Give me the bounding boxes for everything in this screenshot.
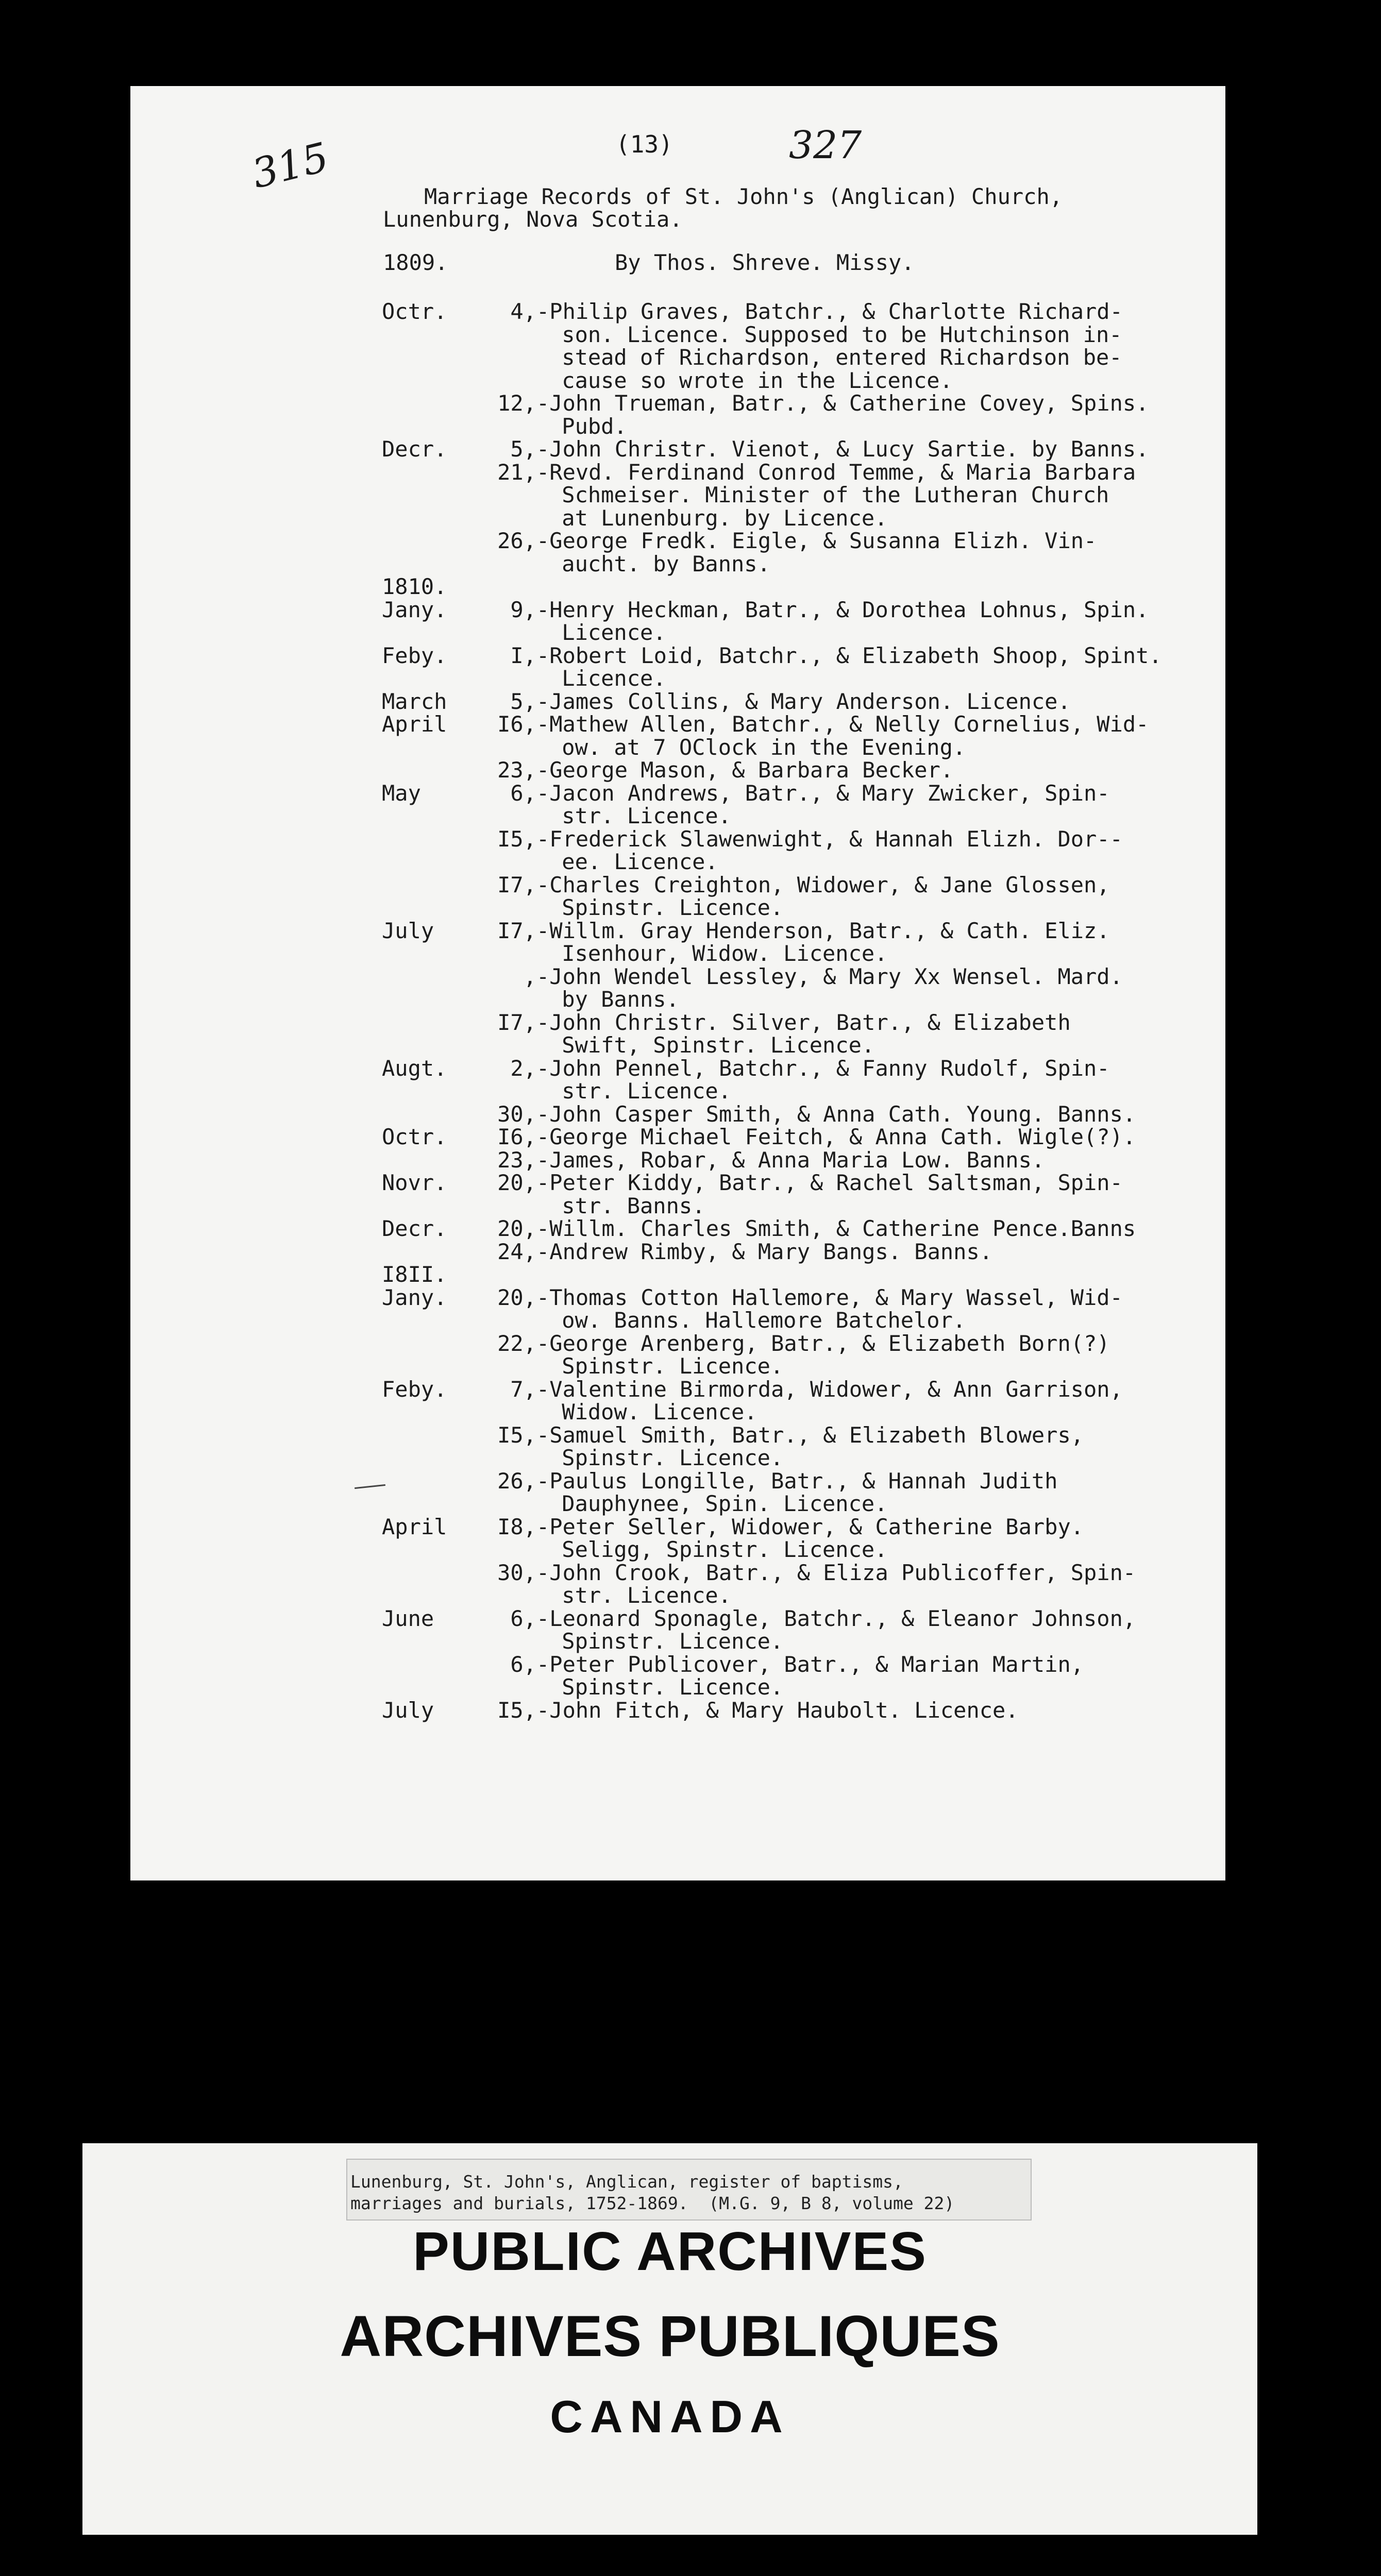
record-text: -George Fredk. Eigle, & Susanna Elizh. Vin-: [536, 528, 1097, 553]
record-text: str. Licence.: [549, 803, 732, 828]
record-text: Spinstr. Licence.: [549, 1445, 784, 1470]
record-text: Isenhour, Widow. Licence.: [549, 941, 888, 966]
record-day: 20,: [497, 1170, 536, 1195]
record-text: Pubd.: [549, 413, 627, 439]
year-heading: 1809.: [383, 250, 448, 275]
record-day: 7,: [510, 1376, 536, 1402]
record-day: 30,: [497, 1101, 536, 1127]
record-text: -Valentine Birmorda, Widower, & Ann Garrison,: [536, 1376, 1123, 1402]
record-month: July: [382, 918, 434, 943]
record-day: 5,: [510, 436, 536, 462]
record-month: Octr.: [382, 1124, 447, 1149]
collection-label: [346, 2159, 1032, 2221]
record-text: -James Collins, & Mary Anderson. Licence.: [536, 688, 1071, 714]
page-number-handwritten: 327: [789, 123, 862, 167]
record-text: Licence.: [549, 620, 666, 645]
label-line2: marriages and burials, 1752-1869. (M.G. 9, B 8, volume 22): [350, 2193, 955, 2213]
record-month: Decr.: [382, 1216, 447, 1241]
record-day: I5,: [497, 1697, 536, 1723]
record-month: March: [382, 688, 447, 714]
record-text: Swift, Spinstr. Licence.: [549, 1032, 875, 1058]
record-text: aucht. by Banns.: [549, 551, 770, 577]
record-month: Jany.: [382, 1284, 447, 1310]
document-title-line2: Lunenburg, Nova Scotia.: [383, 207, 683, 232]
record-month: May: [382, 780, 421, 806]
record-text: -Jacon Andrews, Batr., & Mary Zwicker, Spin-: [536, 780, 1110, 806]
record-text: -Revd. Ferdinand Conrod Temme, & Maria Barbara: [536, 459, 1136, 485]
record-day: I6,: [497, 1124, 536, 1149]
record-day: I,: [510, 642, 536, 668]
record-day: 21,: [497, 459, 536, 485]
record-month: I8II.: [382, 1262, 447, 1287]
record-day: 2,: [510, 1055, 536, 1081]
record-month: 1810.: [382, 574, 447, 599]
document-page: [130, 86, 1225, 1880]
record-text: -John Trueman, Batr., & Catherine Covey, Spins.: [536, 391, 1149, 416]
record-day: 6,: [510, 780, 536, 806]
record-text: by Banns.: [549, 987, 679, 1012]
record-text: -John Wendel Lessley, & Mary Xx Wensel. Mard.: [536, 963, 1123, 989]
record-text: -George Mason, & Barbara Becker.: [536, 757, 954, 783]
record-text: -Willm. Gray Henderson, Batr., & Cath. Eliz.: [536, 918, 1110, 943]
record-text: -George Arenberg, Batr., & Elizabeth Born(?): [536, 1330, 1110, 1356]
record-text: -Thomas Cotton Hallemore, & Mary Wassel, Wid-: [536, 1284, 1123, 1310]
record-text: Spinstr. Licence.: [549, 1629, 784, 1654]
record-text: Dauphynee, Spin. Licence.: [549, 1491, 888, 1516]
label-line1: Lunenburg, St. John's, Anglican, register of baptisms,: [350, 2172, 903, 2192]
record-text: -John Fitch, & Mary Haubolt. Licence.: [536, 1697, 1019, 1723]
record-day: 20,: [497, 1216, 536, 1241]
record-text: cause so wrote in the Licence.: [549, 367, 953, 393]
record-month: Augt.: [382, 1055, 447, 1081]
record-text: -John Pennel, Batchr., & Fanny Rudolf, Spin-: [536, 1055, 1110, 1081]
record-day: 23,: [497, 1147, 536, 1173]
record-day: 20,: [497, 1284, 536, 1310]
record-text: ow. Banns. Hallemore Batchelor.: [549, 1308, 966, 1333]
record-text: Schmeiser. Minister of the Lutheran Church: [549, 482, 1109, 507]
record-text: -Charles Creighton, Widower, & Jane Glossen,: [536, 872, 1110, 897]
record-text: -Leonard Sponagle, Batchr., & Eleanor Johnson,: [536, 1605, 1136, 1631]
record-text: -Paulus Longille, Batr., & Hannah Judith: [536, 1468, 1058, 1494]
record-text: Spinstr. Licence.: [549, 1674, 784, 1700]
record-day: 5,: [510, 688, 536, 714]
record-text: str. Banns.: [549, 1193, 705, 1218]
archives-card: [82, 2143, 1257, 2535]
record-text: -Peter Seller, Widower, & Catherine Barby.: [536, 1514, 1084, 1539]
record-text: str. Licence.: [549, 1078, 732, 1104]
record-text: son. Licence. Supposed to be Hutchinson in-: [549, 321, 1122, 347]
record-day: 24,: [497, 1239, 536, 1264]
record-day: 26,: [497, 1468, 536, 1494]
record-text: -Andrew Rimby, & Mary Bangs. Banns.: [536, 1239, 993, 1264]
record-text: ow. at 7 OClock in the Evening.: [549, 734, 966, 760]
record-text: -Frederick Slawenwight, & Hannah Elizh. Dor--: [536, 826, 1123, 852]
record-day: I7,: [497, 918, 536, 943]
record-month: Novr.: [382, 1170, 447, 1195]
record-text: -James, Robar, & Anna Maria Low. Banns.: [536, 1147, 1045, 1173]
record-day: ,: [523, 963, 536, 989]
record-text: -John Christr. Vienot, & Lucy Sartie. by Banns.: [536, 436, 1149, 462]
record-text: -Samuel Smith, Batr., & Elizabeth Blowers,: [536, 1422, 1084, 1448]
record-text: -Henry Heckman, Batr., & Dorothea Lohnus, Spin.: [536, 597, 1149, 622]
archives-title-en: PUBLIC ARCHIVES: [413, 2221, 927, 2282]
record-day: 22,: [497, 1330, 536, 1356]
record-text: -John Crook, Batr., & Eliza Publicoffer, Spin-: [536, 1560, 1136, 1585]
document-title-line1: Marriage Records of St. John's (Anglican) Church,: [424, 184, 1063, 209]
record-text: -Philip Graves, Batchr., & Charlotte Richard-: [536, 299, 1123, 324]
record-text: -Peter Publicover, Batr., & Marian Martin,: [536, 1651, 1084, 1677]
record-text: at Lunenburg. by Licence.: [549, 505, 888, 531]
record-text: ee. Licence.: [549, 849, 718, 874]
stray-mark: [355, 1484, 385, 1489]
record-text: -Peter Kiddy, Batr., & Rachel Saltsman, Spin-: [536, 1170, 1123, 1195]
record-month: Feby.: [382, 1376, 447, 1402]
record-day: I7,: [497, 1009, 536, 1035]
folio-number-handwritten: 315: [247, 134, 333, 198]
record-text: -George Michael Feitch, & Anna Cath. Wigle(?).: [536, 1124, 1136, 1149]
record-month: April: [382, 711, 447, 737]
record-month: Feby.: [382, 642, 447, 668]
record-text: -John Casper Smith, & Anna Cath. Young. Banns.: [536, 1101, 1136, 1127]
folio-stamp-number: (13): [616, 130, 673, 158]
record-text: Spinstr. Licence.: [549, 1353, 784, 1379]
record-text: Spinstr. Licence.: [549, 895, 784, 920]
record-day: 6,: [510, 1605, 536, 1631]
record-day: 23,: [497, 757, 536, 783]
record-text: -Mathew Allen, Batchr., & Nelly Cornelius, Wid-: [536, 711, 1149, 737]
record-day: 4,: [510, 299, 536, 324]
minister-line: By Thos. Shreve. Missy.: [615, 250, 915, 275]
record-text: -John Christr. Silver, Batr., & Elizabeth: [536, 1009, 1071, 1035]
record-day: I6,: [497, 711, 536, 737]
record-day: 26,: [497, 528, 536, 553]
archives-title-fr: ARCHIVES PUBLIQUES: [340, 2304, 1000, 2368]
record-day: I8,: [497, 1514, 536, 1539]
record-text: Licence.: [549, 666, 666, 691]
record-text: Widow. Licence.: [549, 1399, 757, 1425]
record-day: I5,: [497, 1422, 536, 1448]
record-month: Decr.: [382, 436, 447, 462]
record-day: 9,: [510, 597, 536, 622]
record-month: Jany.: [382, 597, 447, 622]
record-day: 6,: [510, 1651, 536, 1677]
record-text: str. Licence.: [549, 1583, 732, 1608]
record-text: stead of Richardson, entered Richardson be-: [549, 345, 1122, 370]
record-text: -Willm. Charles Smith, & Catherine Pence.Banns: [536, 1216, 1136, 1241]
record-month: April: [382, 1514, 447, 1539]
record-day: 12,: [497, 391, 536, 416]
record-month: July: [382, 1697, 434, 1723]
record-text: -Robert Loid, Batchr., & Elizabeth Shoop, Spint.: [536, 642, 1162, 668]
record-day: I5,: [497, 826, 536, 852]
record-text: Seligg, Spinstr. Licence.: [549, 1537, 888, 1562]
record-month: June: [382, 1605, 434, 1631]
archives-country: CANADA: [550, 2391, 790, 2442]
record-month: Octr.: [382, 299, 447, 324]
record-day: 30,: [497, 1560, 536, 1585]
record-day: I7,: [497, 872, 536, 897]
